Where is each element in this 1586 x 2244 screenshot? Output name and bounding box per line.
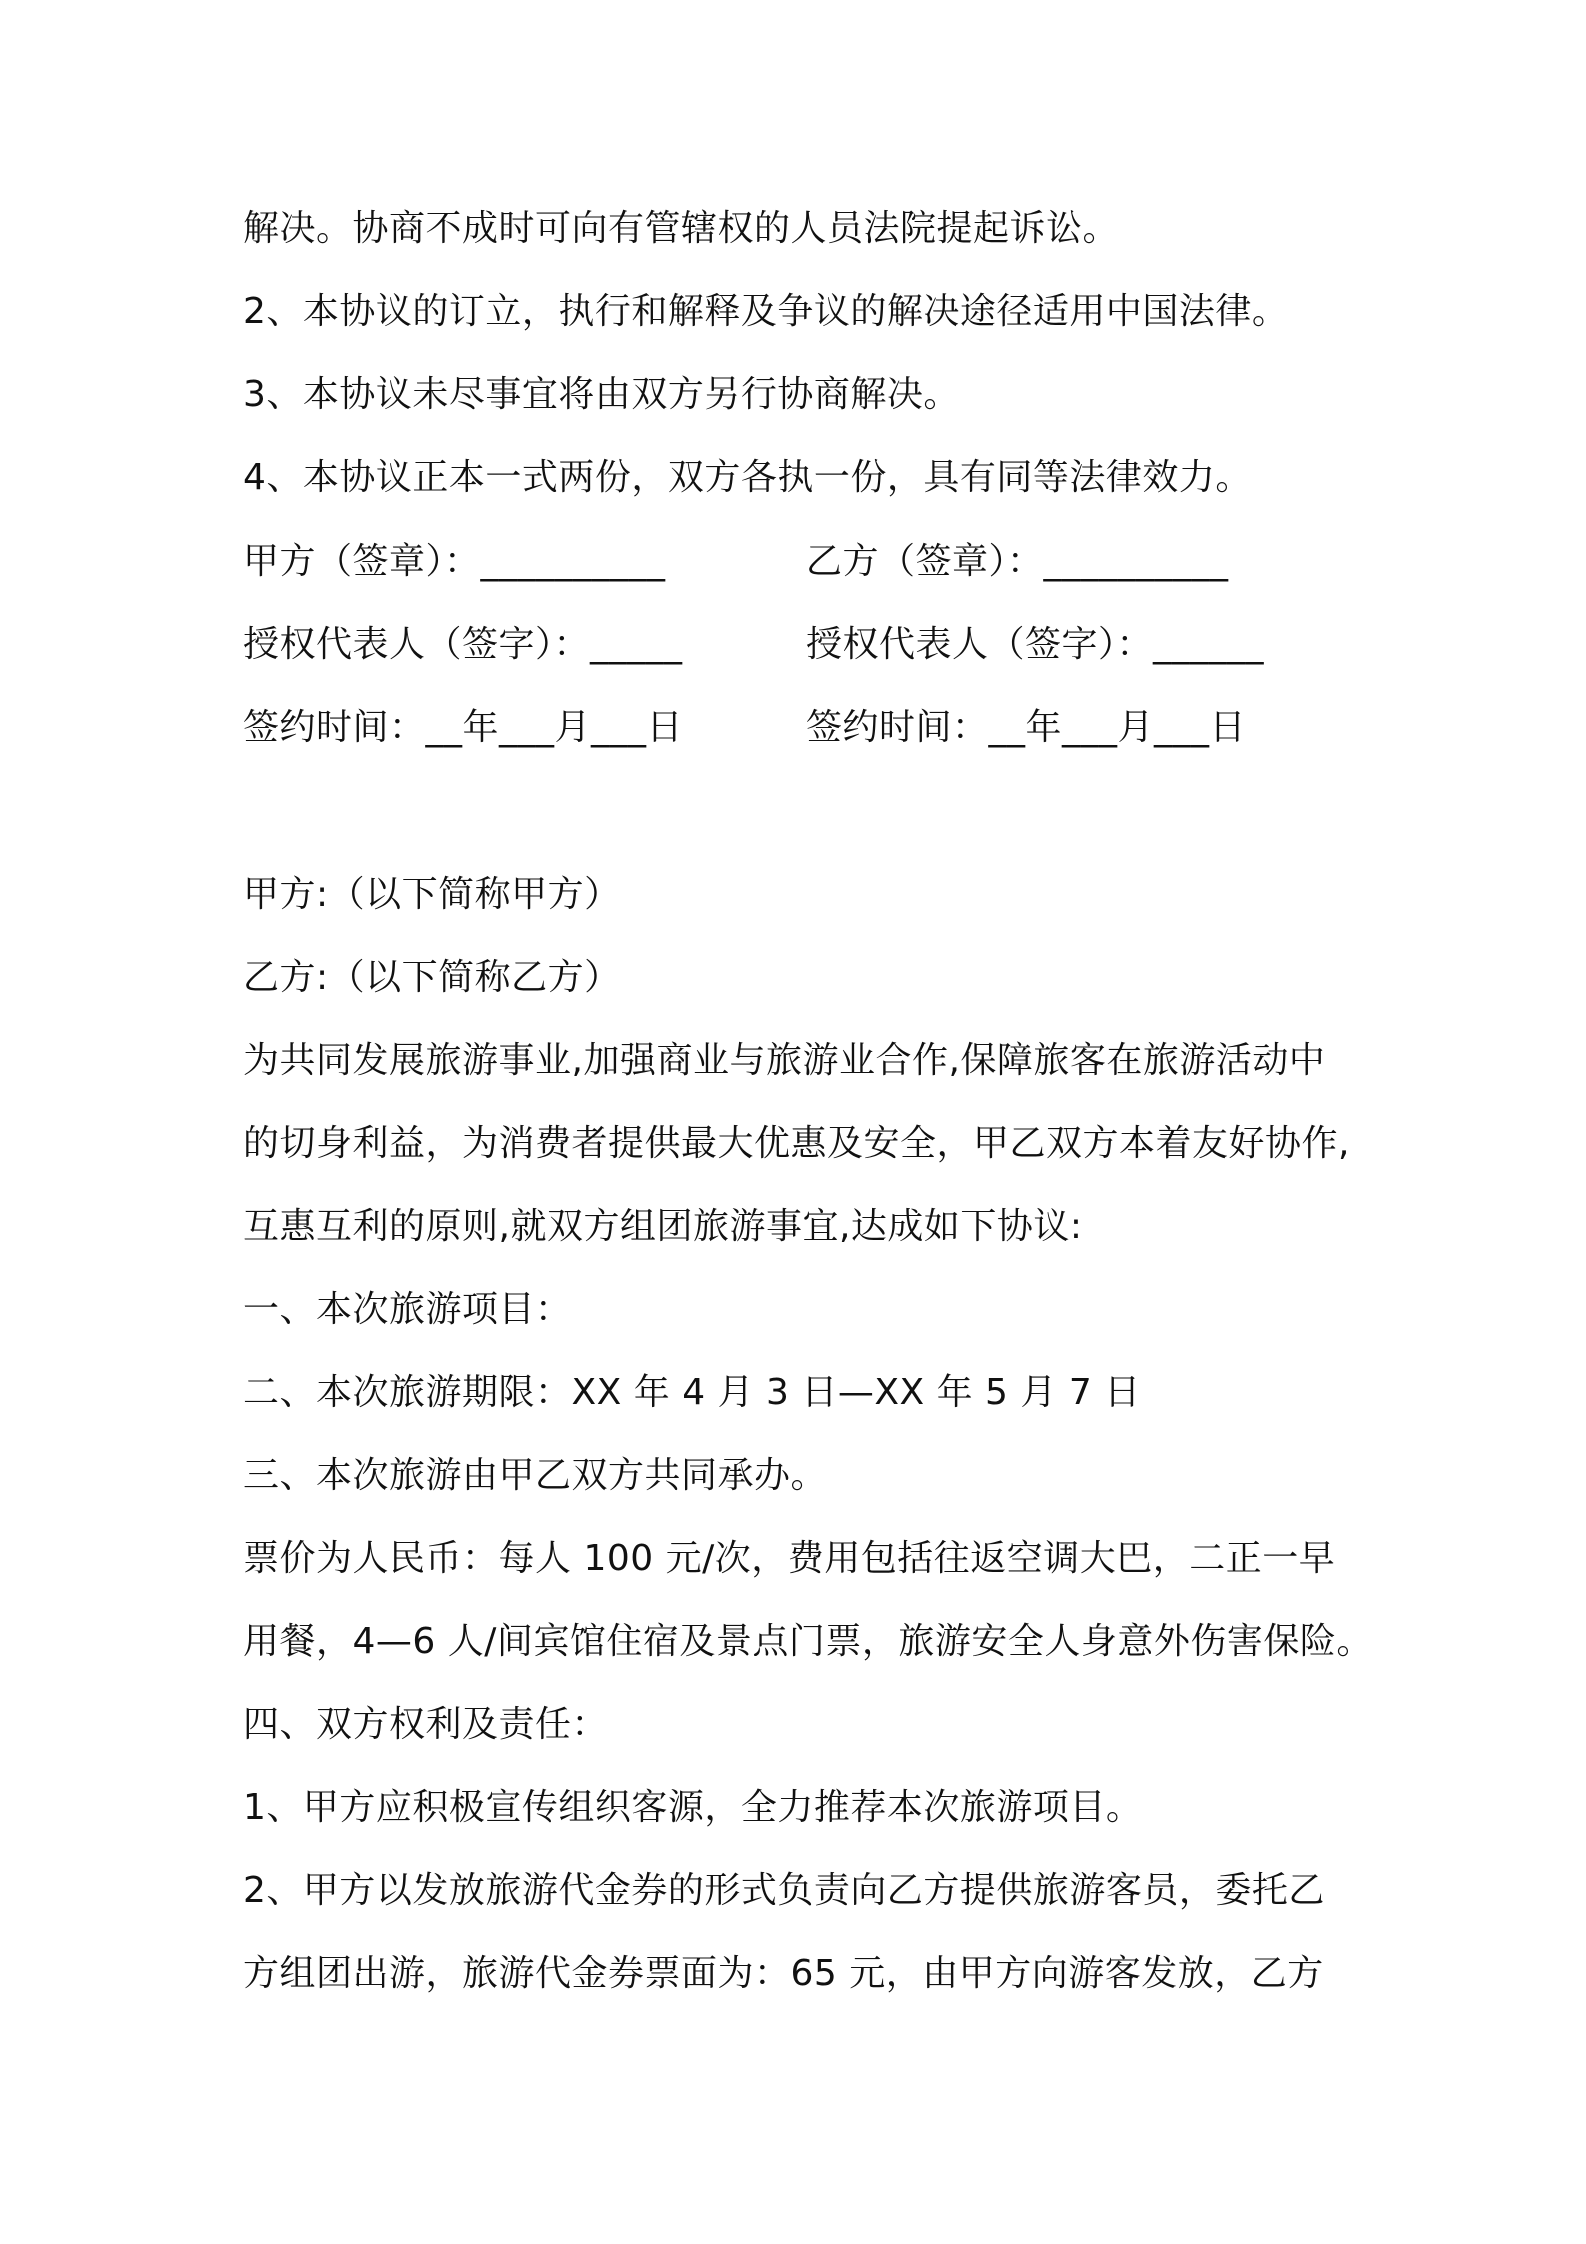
body-line: 方组团出游，旅游代金券票面为：65 元，由甲方向游客发放，乙方 xyxy=(243,1953,1324,1994)
body-line: 票价为人民币：每人 100 元/次，费用包括往返空调大巴，二正一早 xyxy=(243,1538,1336,1579)
section-heading: 二、本次旅游期限：XX 年 4 月 3 日—XX 年 5 月 7 日 xyxy=(243,1372,1141,1413)
party-b-seal-field: 乙方（签章）：__________ xyxy=(806,541,1229,582)
party-b-representative-field: 授权代表人（签字）：______ xyxy=(806,624,1265,665)
section-heading: 一、本次旅游项目： xyxy=(243,1289,572,1330)
party-b-date-field: 签约时间：__年___月___日 xyxy=(806,707,1247,748)
body-line: 1、甲方应积极宣传组织客源，全力推荐本次旅游项目。 xyxy=(243,1787,1143,1828)
section-heading: 四、双方权利及责任： xyxy=(243,1704,609,1745)
body-line: 2、甲方以发放旅游代金券的形式负责向乙方提供旅游客员，委托乙 xyxy=(243,1870,1325,1911)
party-a-representative-field: 授权代表人（签字）：_____ xyxy=(243,624,683,665)
party-b-line: 乙方:（以下简称乙方） xyxy=(243,957,621,998)
party-a-line: 甲方:（以下简称甲方） xyxy=(243,874,621,915)
clause-line: 2、本协议的订立，执行和解释及争议的解决途径适用中国法律。 xyxy=(243,291,1289,332)
clause-line: 3、本协议未尽事宜将由双方另行协商解决。 xyxy=(243,374,960,415)
preamble-line: 互惠互利的原则,就双方组团旅游事宜,达成如下协议: xyxy=(243,1206,1083,1247)
party-a-date-field: 签约时间：__年___月___日 xyxy=(243,707,684,748)
clause-line: 4、本协议正本一式两份，双方各执一份，具有同等法律效力。 xyxy=(243,457,1252,498)
party-a-seal-field: 甲方（签章）：__________ xyxy=(243,541,666,582)
body-line: 用餐，4—6 人/间宾馆住宿及景点门票，旅游安全人身意外伤害保险。 xyxy=(243,1621,1373,1662)
clause-line: 解决。协商不成时可向有管辖权的人员法院提起诉讼。 xyxy=(243,208,1120,249)
preamble-line: 为共同发展旅游事业,加强商业与旅游业合作,保障旅客在旅游活动中 xyxy=(243,1040,1326,1081)
section-heading: 三、本次旅游由甲乙双方共同承办。 xyxy=(243,1455,828,1496)
preamble-line: 的切身利益，为消费者提供最大优惠及安全，甲乙双方本着友好协作, xyxy=(243,1123,1350,1164)
